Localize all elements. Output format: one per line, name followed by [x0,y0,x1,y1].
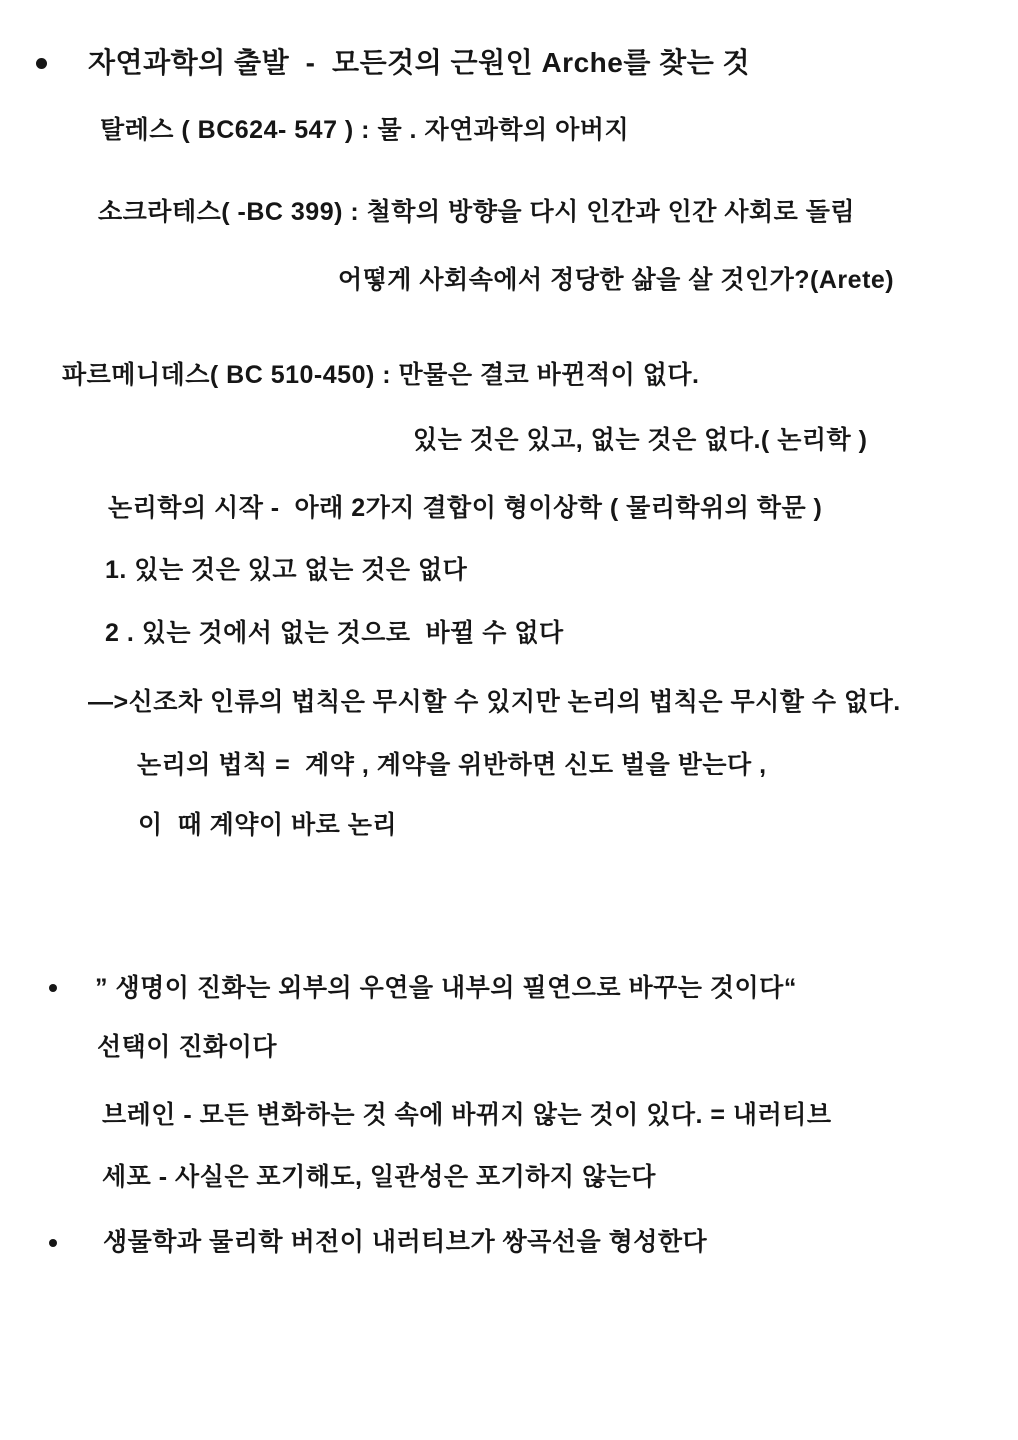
heading-arche: 자연과학의 출발 - 모든것의 근원인 Arche를 찾는 것 [88,47,751,78]
quote-evolution: ” 생명이 진화는 외부의 우연을 내부의 필연으로 바꾸는 것이다“ [95,974,797,1002]
line-socrates: 소크라테스( -BC 399) : 철학의 방향을 다시 인간과 인간 사회로 돌림 [98,198,856,226]
line-logic-contract: 이 때 계약이 바로 논리 [138,811,398,839]
line-logic-law: 논리의 법칙 = 계약 , 계약을 위반하면 신도 벌을 받는다 , [137,751,767,779]
line-thales: 탈레스 ( BC624- 547 ) : 물 . 자연과학의 아버지 [100,116,630,144]
line-logic-start: 논리학의 시작 - 아래 2가지 결합이 형이상학 ( 물리학위의 학문 ) [108,494,823,522]
line-parmenides-cont: 있는 것은 있고, 없는 것은 없다.( 논리학 ) [413,426,868,454]
bullet-dot [36,58,47,69]
line-item-1: 1. 있는 것은 있고 없는 것은 없다 [105,556,468,584]
line-socrates-cont: 어떻게 사회속에서 정당한 삶을 살 것인가?(Arete) [338,266,895,294]
line-item-2: 2 . 있는 것에서 없는 것으로 바뀔 수 없다 [105,619,564,647]
line-selection: 선택이 진화이다 [97,1033,277,1061]
line-biology-physics: 생물학과 물리학 버전이 내러티브가 쌍곡선을 형성한다 [103,1228,708,1256]
bullet-dot [49,984,57,992]
bullet-dot [49,1239,57,1247]
line-cell: 세포 - 사실은 포기해도, 일관성은 포기하지 않는다 [102,1163,656,1191]
line-parmenides: 파르메니데스( BC 510-450) : 만물은 결코 바뀐적이 없다. [62,361,700,389]
line-arrow-conclusion: —>신조차 인류의 법칙은 무시할 수 있지만 논리의 법칙은 무시할 수 없다. [88,688,901,716]
line-brain: 브레인 - 모든 변화하는 것 속에 바뀌지 않는 것이 있다. = 내러티브 [102,1101,832,1129]
